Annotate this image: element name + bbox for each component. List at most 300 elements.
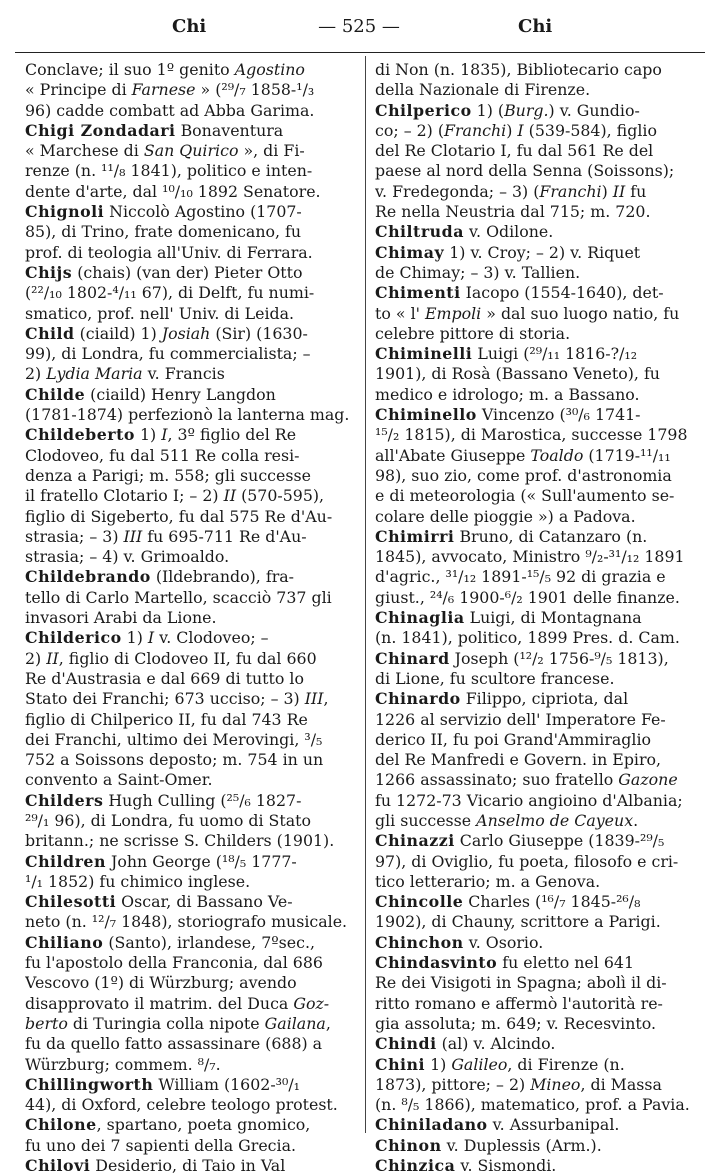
text-line (25, 933, 353, 953)
body-text: Würzburg; commem. ⁸/₇. (25, 1054, 221, 1074)
body-text: tello di Carlo Martello, scacciò 737 gli (25, 587, 332, 607)
text-line (25, 324, 353, 344)
body-text: Luigi (²⁹/₁₁ 1816-?/₁₂ (472, 344, 638, 364)
body-text: fu (625, 181, 647, 201)
body-text: v. Odilone. (463, 222, 554, 242)
text-line (375, 770, 705, 790)
body-text: Iacopo (1554-1640), det- (460, 283, 664, 303)
body-text: (539-584), figlio (523, 120, 657, 140)
body-text: (²²/₁₀ 1802-⁴/₁₁ 67), di Delft, fu numi- (25, 283, 315, 303)
body-text: invasori Arabi da Lione. (25, 608, 217, 628)
body-text: dente d'arte, dal ¹⁰/₁₀ 1892 Senatore. (25, 181, 321, 201)
entry-headword: Chindasvinto (375, 953, 498, 973)
entry-headword: Chillingworth (25, 1074, 154, 1094)
body-text: , (325, 1013, 331, 1033)
entry-headword: Chimirri (375, 526, 455, 546)
text-line (25, 730, 353, 750)
text-line (375, 933, 705, 953)
text-line (25, 263, 353, 283)
body-text: gli successe (375, 810, 477, 830)
body-text: della Nazionale di Firenze. (375, 80, 591, 100)
italic-text: Lydia Maria (46, 364, 143, 384)
body-text: Oscar, di Bassano Ve- (116, 892, 293, 912)
text-line (375, 446, 705, 466)
body-text: fu 695-711 Re d'Au- (142, 526, 307, 546)
text-line (25, 1055, 353, 1075)
body-text: Carlo Giuseppe (1839-²⁹/₅ (454, 831, 665, 851)
body-text: Vincenzo (³⁰/₆ 1741- (476, 405, 641, 425)
text-line (375, 892, 705, 912)
text-line (25, 831, 353, 851)
body-text: Desiderio, di Taio in Val (90, 1156, 286, 1176)
text-line (25, 385, 353, 405)
body-text: , figlio di Clodoveo II, fu dal 660 (58, 648, 317, 668)
text-line (375, 101, 705, 121)
body-text: ) v. Gundio- (548, 100, 640, 120)
page-number: — 525 — (318, 16, 400, 37)
text-line (25, 1075, 353, 1095)
right-column (375, 60, 705, 1176)
text-line (25, 912, 353, 932)
body-text: ¹/₁ 1852) fu chimico inglese. (25, 871, 251, 891)
text-line (25, 507, 353, 527)
entry-headword: Chiltruda (375, 222, 464, 242)
body-text: (n. 1841), politico, 1899 Pres. d. Cam. (375, 628, 680, 648)
text-line (25, 872, 353, 892)
body-text: 1) ( (471, 100, 505, 120)
body-text: 1) (425, 1054, 452, 1074)
body-text: strasia; – 4) v. Grimoaldo. (25, 547, 230, 567)
italic-text: Gazone (618, 770, 678, 790)
entry-headword: Chincolle (375, 892, 464, 912)
body-text: 752 a Soissons deposto; m. 754 in un (25, 750, 324, 770)
text-line (375, 811, 705, 831)
italic-text: Agostino (234, 60, 305, 79)
body-text: (Santo), irlandese, 7ºsec., (103, 932, 316, 952)
body-text: fu eletto nel 641 (497, 953, 635, 973)
text-line (375, 1075, 705, 1095)
entry-headword: Chilesotti (25, 892, 117, 912)
text-line (25, 567, 353, 587)
header-rule (15, 52, 705, 53)
body-text: » dal suo luogo natio, fu (481, 303, 680, 323)
italic-text: Franchi (539, 181, 602, 201)
text-line (375, 669, 705, 689)
body-text: convento a Saint-Omer. (25, 770, 213, 790)
text-line (25, 770, 353, 790)
text-line (25, 852, 353, 872)
text-line (25, 141, 353, 161)
running-head-left: Chi (172, 16, 207, 37)
body-text: 1901), di Rosà (Bassano Veneto), fu (375, 364, 660, 384)
text-line (375, 243, 705, 263)
entry-headword: Chignoli (25, 202, 105, 222)
body-text: celebre pittore di storia. (375, 323, 571, 343)
text-line (375, 304, 705, 324)
entry-headword: Chinaglia (375, 608, 465, 628)
text-line (25, 689, 353, 709)
body-text: 96) cadde combatt ad Abba Garima. (25, 100, 315, 120)
entry-headword: Chinon (375, 1135, 442, 1155)
text-line (375, 1156, 705, 1176)
text-line (375, 1095, 705, 1115)
body-text: (n. ⁸/₅ 1866), matematico, prof. a Pavia. (375, 1095, 690, 1115)
body-text: Joseph (¹²/₂ 1756-⁹/₅ 1813), (449, 648, 669, 668)
body-text: (al) v. Alcindo. (436, 1034, 556, 1054)
entry-headword: Chijs (25, 262, 73, 282)
italic-text: Farnese (131, 80, 196, 100)
text-line (375, 364, 705, 384)
text-line (25, 649, 353, 669)
body-text: , di Massa (580, 1074, 662, 1094)
text-line (25, 1136, 353, 1156)
body-text: 97), di Oviglio, fu poeta, filosofo e cri- (375, 851, 679, 871)
body-text: v. Sismondi. (455, 1156, 557, 1176)
text-line (375, 161, 705, 181)
italic-text: II (46, 648, 59, 668)
body-text: co; – 2) ( (375, 120, 445, 140)
italic-text: Burg. (504, 100, 549, 120)
body-text: de Chimay; – 3) v. Tallien. (375, 262, 581, 282)
text-line (375, 141, 705, 161)
body-text: Vescovo (1º) di Würzburg; avendo (25, 973, 297, 993)
text-line (25, 953, 353, 973)
text-line (25, 791, 353, 811)
italic-text: I (517, 120, 524, 140)
body-text: fu da quello fatto assassinare (688) a (25, 1034, 323, 1054)
text-line (375, 831, 705, 851)
italic-text: Goz- (293, 993, 330, 1013)
text-line (25, 446, 353, 466)
body-text: gia assoluta; m. 649; v. Recesvinto. (375, 1013, 656, 1033)
italic-text: Galileo (451, 1054, 508, 1074)
entry-headword: Chinazzi (375, 831, 455, 851)
text-line (375, 791, 705, 811)
body-text: paese al nord della Senna (Soissons); (375, 161, 675, 181)
entry-headword: Childebrando (25, 567, 151, 587)
body-text: colare delle pioggie ») a Padova. (375, 506, 636, 526)
body-text: britann.; ne scrisse S. Childers (1901). (25, 831, 335, 851)
entry-headword: Chiminello (375, 405, 477, 425)
text-line (375, 973, 705, 993)
body-text: Niccolò Agostino (1707- (104, 202, 302, 222)
text-line (25, 973, 353, 993)
body-text: Charles (¹⁶/₇ 1845-²⁶/₈ (463, 892, 641, 912)
text-line (375, 405, 705, 425)
text-line (25, 547, 353, 567)
body-text: 99), di Londra, fu commercialista; – (25, 344, 311, 364)
entry-headword: Chimenti (375, 283, 461, 303)
text-line (375, 1055, 705, 1075)
body-text: Hugh Culling (²⁵/₆ 1827- (103, 790, 302, 810)
body-text: v. Assurbanipal. (487, 1115, 620, 1135)
body-text: smatico, prof. nell' Univ. di Leida. (25, 303, 295, 323)
text-line (375, 547, 705, 567)
body-text: e di meteorologia (« Sull'aumento se- (375, 486, 675, 506)
body-text: giust., ²⁴/₆ 1900-⁶/₂ 1901 delle finanze. (375, 587, 680, 607)
body-text: », di Fi- (238, 141, 305, 161)
text-line (25, 80, 353, 100)
body-text: Filippo, cipriota, dal (460, 689, 629, 709)
text-line (25, 182, 353, 202)
entry-headword: Childeberto (25, 425, 135, 445)
text-line (25, 669, 353, 689)
body-text: 85), di Trino, frate domenicano, fu (25, 222, 302, 242)
body-text: Stato dei Franchi; 673 ucciso; – 3) (25, 689, 305, 709)
text-line (25, 588, 353, 608)
body-text: tico letterario; m. a Genova. (375, 871, 601, 891)
body-text: Luigi, di Montagnana (464, 608, 642, 628)
entry-headword: Childers (25, 790, 104, 810)
body-text: 1) (121, 628, 148, 648)
body-text: (Ildebrando), fra- (150, 567, 295, 587)
body-text: di Turingia colla nipote (67, 1013, 265, 1033)
body-text: Re dei Visigoti in Spagna; abolì il di- (375, 973, 667, 993)
body-text: fu l'apostolo della Franconia, dal 686 (25, 953, 323, 973)
text-line (25, 222, 353, 242)
entry-headword: Chini (375, 1054, 426, 1074)
entry-headword: Chilovi (25, 1156, 91, 1176)
body-text: 1) (134, 425, 162, 445)
body-text: figlio di Sigeberto, fu dal 575 Re d'Au- (25, 506, 333, 526)
text-line (375, 121, 705, 141)
text-line (25, 811, 353, 831)
text-line (25, 466, 353, 486)
entry-headword: Chimay (375, 242, 445, 262)
body-text: strasia; – 3) (25, 526, 124, 546)
body-text: renze (n. ¹¹/₈ 1841), politico e inten- (25, 161, 313, 181)
text-line (25, 710, 353, 730)
italic-text: Gailana (264, 1013, 326, 1033)
text-line (375, 852, 705, 872)
text-line (375, 507, 705, 527)
text-line (25, 527, 353, 547)
text-line (375, 588, 705, 608)
text-line (375, 344, 705, 364)
italic-text: III (123, 526, 143, 546)
body-text: di Non (n. 1835), Bibliotecario capo (375, 60, 662, 79)
body-text: Conclave; il suo 1º genito (25, 60, 235, 79)
body-text: neto (n. ¹²/₇ 1848), storiografo musicale. (25, 912, 348, 932)
entry-headword: Chilone (25, 1115, 97, 1135)
body-text: Re nella Neustria dal 715; m. 720. (375, 202, 651, 222)
body-text: « Marchese di (25, 141, 144, 161)
text-line (375, 953, 705, 973)
body-text: 44), di Oxford, celebre teologo protest. (25, 1095, 338, 1115)
body-text: v. Francis (142, 364, 225, 384)
text-line (25, 344, 353, 364)
body-text: 1266 assassinato; suo fratello (375, 770, 619, 790)
entry-headword: Chiliano (25, 932, 104, 952)
body-text: (Sir) (1630- (210, 323, 308, 343)
text-line (375, 730, 705, 750)
body-text: Bonaventura (175, 120, 284, 140)
text-line (375, 527, 705, 547)
italic-text: Mineo (530, 1074, 581, 1094)
body-text: v. Duplessis (Arm.). (441, 1135, 602, 1155)
body-text: denza a Parigi; m. 558; gli successe (25, 465, 311, 485)
body-text: Clodoveo, fu dal 511 Re colla resi- (25, 445, 300, 465)
body-text: derico II, fu poi Grand'Ammiraglio (375, 729, 652, 749)
text-line (375, 425, 705, 445)
body-text: figlio di Chilperico II, fu dal 743 Re (25, 709, 308, 729)
italic-text: II (612, 181, 626, 201)
text-line (375, 649, 705, 669)
body-text: » (²⁹/₇ 1858-¹/₃ (195, 80, 315, 100)
page-header (0, 16, 718, 42)
body-text: 2) (25, 648, 47, 668)
body-text: 1226 al servizio dell' Imperatore Fe- (375, 709, 666, 729)
entry-headword: Chigi Zondadari (25, 120, 176, 140)
text-line (375, 1136, 705, 1156)
italic-text: San Quirico (143, 141, 239, 161)
text-line (375, 750, 705, 770)
body-text: to « l' (375, 303, 425, 323)
entry-headword: Chinchon (375, 932, 464, 952)
body-text: fu 1272-73 Vicario angioino d'Albania; (375, 790, 683, 810)
text-line (25, 486, 353, 506)
text-line (375, 1014, 705, 1034)
text-line (375, 222, 705, 242)
entry-headword: Children (25, 851, 106, 871)
entry-headword: Chinard (375, 648, 450, 668)
italic-text: Empoli (424, 303, 482, 323)
entry-headword: Chilperico (375, 100, 472, 120)
text-line (25, 60, 353, 80)
text-line (25, 892, 353, 912)
text-line (375, 872, 705, 892)
text-line (375, 710, 705, 730)
body-text: v. Osorio. (463, 932, 544, 952)
body-text: 1) v. Croy; – 2) v. Riquet (444, 242, 641, 262)
body-text: John George (¹⁸/₅ 1777- (105, 851, 297, 871)
text-line (375, 628, 705, 648)
text-line (375, 80, 705, 100)
body-text: . (633, 810, 639, 830)
text-line (25, 405, 353, 425)
body-text: William (1602-³⁰/₁ (153, 1074, 300, 1094)
body-text: , spartano, poeta gnomico, (96, 1115, 311, 1135)
text-line (25, 364, 353, 384)
body-text: 1873), pittore; – 2) (375, 1074, 531, 1094)
italic-text: Josiah (161, 323, 211, 343)
text-line (25, 608, 353, 628)
body-text: fu uno dei 7 sapienti della Grecia. (25, 1135, 297, 1155)
italic-text: III (304, 689, 324, 709)
body-text: all'Abate Giuseppe (375, 445, 531, 465)
running-head-right: Chi (518, 16, 553, 37)
body-text: di Lione, fu scultore francese. (375, 668, 615, 688)
body-text: ¹⁵/₂ 1815), di Marostica, successe 1798 (375, 425, 688, 445)
italic-text: I (161, 425, 168, 445)
italic-text: II (223, 486, 237, 506)
text-line (25, 101, 353, 121)
body-text: ritto romano e affermò l'autorità re- (375, 993, 663, 1013)
text-line (375, 567, 705, 587)
left-column (25, 60, 353, 1176)
text-line (375, 994, 705, 1014)
text-line (25, 202, 353, 222)
italic-text: berto (25, 1013, 68, 1033)
text-line (375, 912, 705, 932)
entry-headword: Childe (25, 384, 86, 404)
text-line (25, 1034, 353, 1054)
body-text: 1845), avvocato, Ministro ⁹/₂-³¹/₁₂ 1891 (375, 547, 685, 567)
text-line (375, 1034, 705, 1054)
text-line (375, 263, 705, 283)
body-text: prof. di teologia all'Univ. di Ferrara. (25, 242, 313, 262)
entry-headword: Chindi (375, 1034, 437, 1054)
text-line (375, 182, 705, 202)
text-line (25, 243, 353, 263)
text-line (375, 486, 705, 506)
italic-text: Anselmo de Cayeux (476, 810, 634, 830)
text-line (375, 608, 705, 628)
column-divider (365, 56, 366, 1133)
body-text: medico e idrologo; m. a Bassano. (375, 384, 640, 404)
body-text: del Re Clotario I, fu dal 561 Re del (375, 141, 654, 161)
body-text: dei Franchi, ultimo dei Merovingi, ³/₅ (25, 729, 323, 749)
entry-headword: Child (25, 323, 75, 343)
entry-headword: Childerico (25, 628, 122, 648)
body-text: ) (506, 120, 518, 140)
body-text: « Principe di (25, 80, 132, 100)
body-text: d'agric., ³¹/₁₂ 1891-¹⁵/₅ 92 di grazia e (375, 567, 666, 587)
text-line (375, 60, 705, 80)
body-text: v. Fredegonda; – 3) ( (375, 181, 540, 201)
body-text: (1781-1874) perfezionò la lanterna mag. (25, 405, 350, 425)
body-text: v. Clodoveo; – (154, 628, 269, 648)
body-text: 2) (25, 364, 47, 384)
body-text: 1902), di Chauny, scrittore a Parigi. (375, 912, 661, 932)
entry-headword: Chinardo (375, 689, 461, 709)
text-line (25, 283, 353, 303)
body-text: 98), suo zio, come prof. d'astronomia (375, 465, 672, 485)
body-text: del Re Manfredi e Govern. in Epiro, (375, 750, 662, 770)
body-text: , (323, 689, 329, 709)
body-text: , 3º figlio del Re (167, 425, 297, 445)
text-line (375, 689, 705, 709)
text-line (25, 304, 353, 324)
text-line (375, 385, 705, 405)
text-line (375, 283, 705, 303)
body-text: (ciaild) Henry Langdon (85, 384, 276, 404)
body-text: , di Firenze (n. (507, 1054, 625, 1074)
entry-headword: Chinzica (375, 1156, 456, 1176)
text-line (25, 994, 353, 1014)
body-text: (ciaild) 1) (74, 323, 162, 343)
body-text: Bruno, di Catanzaro (n. (454, 526, 648, 546)
text-line (25, 1014, 353, 1034)
text-line (25, 425, 353, 445)
body-text: (570-595), (236, 486, 325, 506)
italic-text: I (147, 628, 155, 648)
body-text: disapprovato il matrim. del Duca (25, 993, 294, 1013)
text-line (25, 1095, 353, 1115)
text-line (375, 466, 705, 486)
body-text: (1719-¹¹/₁₁ (583, 445, 671, 465)
text-line (375, 202, 705, 222)
text-line (375, 324, 705, 344)
italic-text: Franchi (444, 120, 507, 140)
body-text: (chais) (van der) Pieter Otto (72, 262, 303, 282)
body-text: il fratello Clotario I; – 2) (25, 486, 224, 506)
italic-text: Toaldo (530, 445, 584, 465)
body-text: ²⁹/₁ 96), di Londra, fu uomo di Stato (25, 810, 312, 830)
text-line (25, 1156, 353, 1176)
text-line (25, 750, 353, 770)
body-text: Re d'Austrasia e dal 669 di tutto lo (25, 668, 304, 688)
